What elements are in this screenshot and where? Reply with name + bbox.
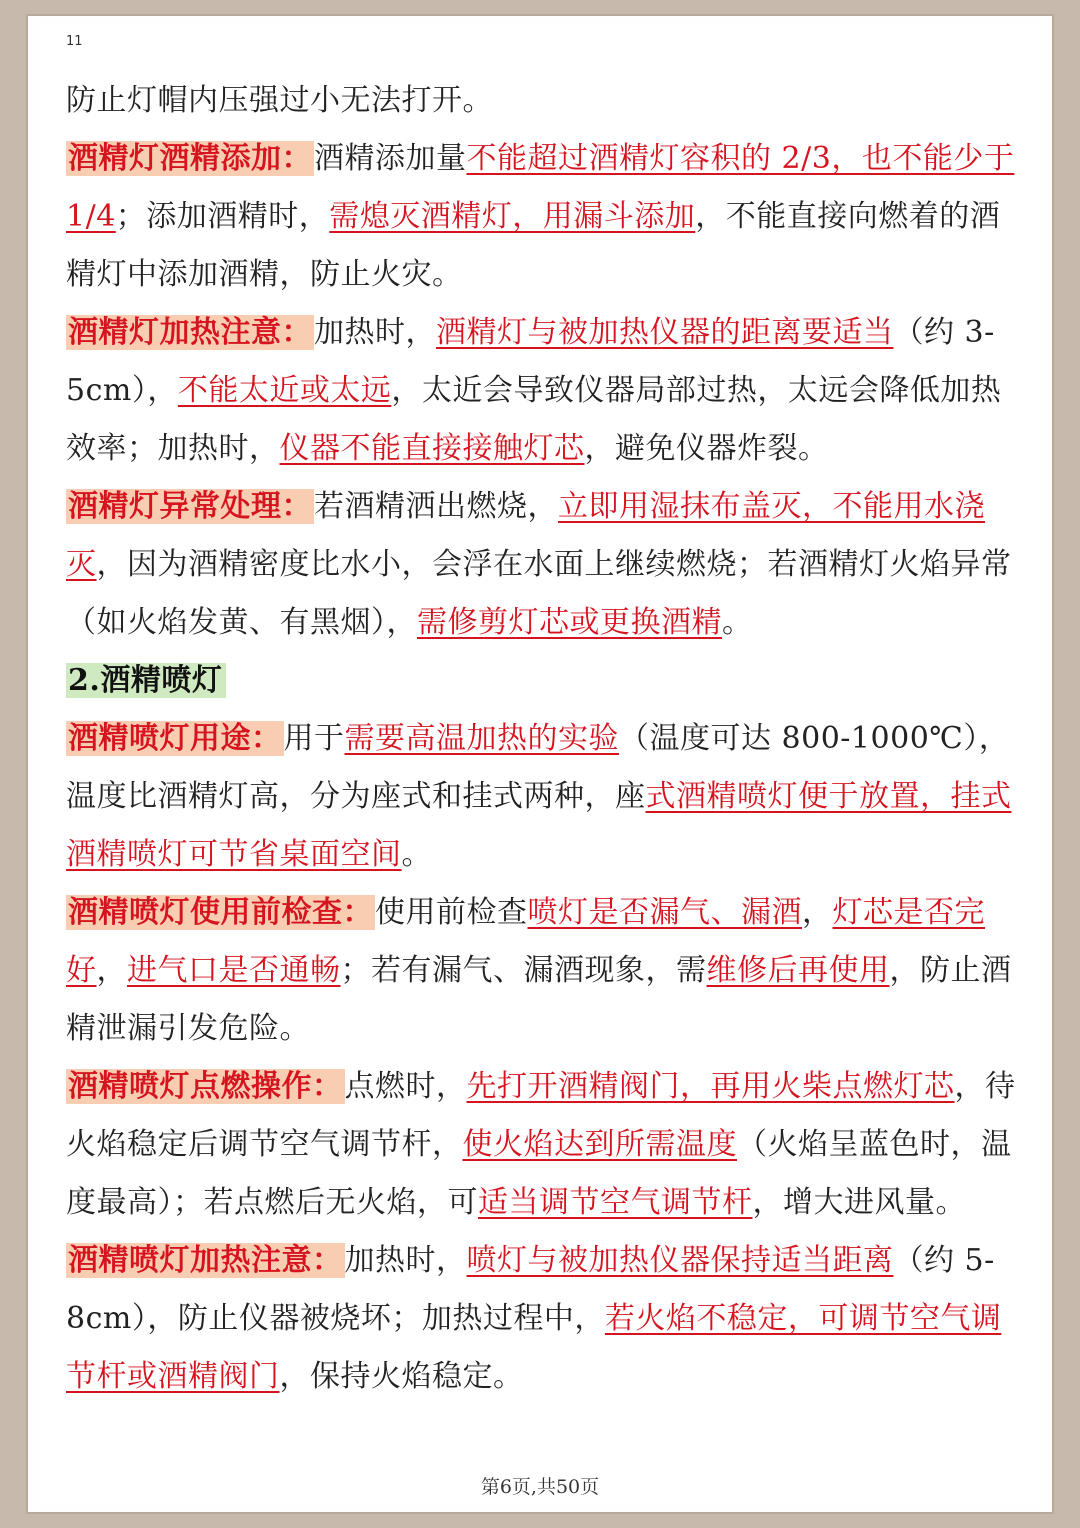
underlined-key-point: 若火焰不稳定，可调节空气调节杆或酒精阀门 xyxy=(66,1301,1002,1394)
page-footer: 第6页,共50页 xyxy=(480,1476,600,1498)
underlined-key-point: 需修剪灯芯或更换酒精 xyxy=(417,605,722,640)
page-number: 11 xyxy=(66,34,83,49)
text: ；添加酒精时， xyxy=(115,199,330,234)
section-heading xyxy=(66,652,1016,710)
text: ；若有漏气、漏酒现象，需 xyxy=(340,953,707,988)
paragraph-alcohol-adding xyxy=(66,130,1016,304)
underlined-key-point: 适当调节空气调节杆 xyxy=(478,1185,753,1220)
text: 加热时， xyxy=(344,1243,467,1278)
text: （约 3-5cm）， xyxy=(66,315,995,408)
underlined-key-point: 灯芯是否完好 xyxy=(66,895,985,988)
text: ，不能直接向燃着的酒精灯中添加酒精，防止火灾。 xyxy=(66,199,1001,292)
text: ，待火焰稳定后调节空气调节杆， xyxy=(66,1069,1016,1162)
text: ， xyxy=(802,895,833,930)
text: 使用前检查 xyxy=(375,895,528,930)
paragraph-lamp-abnormal xyxy=(66,478,1016,652)
text: ，防止酒精泄漏引发危险。 xyxy=(66,953,1012,1046)
paragraph-lid-note xyxy=(66,72,1016,130)
underlined-key-point: 进气口是否通畅 xyxy=(127,953,341,988)
underlined-key-point: 使火焰达到所需温度 xyxy=(462,1127,737,1162)
underlined-key-point: 不能太近或太远 xyxy=(177,373,392,408)
highlight-label: 酒精喷灯用途： xyxy=(68,721,282,756)
paragraph-burner-heating xyxy=(66,1232,1016,1406)
text: 防止灯帽内压强过小无法打开。 xyxy=(66,83,493,118)
text: （约 5-8cm），防止仪器被烧坏；加热过程中， xyxy=(66,1243,995,1336)
text: ，因为酒精密度比水小，会浮在水面上继续燃烧；若酒精灯火焰异常（如火焰发黄、有黑烟）， xyxy=(66,547,1012,640)
underlined-key-point: 需要高温加热的实验 xyxy=(344,721,619,756)
highlight-label: 酒精灯酒精添加： xyxy=(68,141,312,176)
text: ，太近会导致仪器局部过热，太远会降低加热效率；加热时， xyxy=(66,373,1002,466)
highlight-label: 酒精喷灯点燃操作： xyxy=(68,1069,343,1104)
underlined-key-point: 式酒精喷灯便于放置，挂式酒精喷灯可节省桌面空间 xyxy=(66,779,1012,872)
paragraph-burner-check xyxy=(66,884,1016,1058)
document-body xyxy=(66,72,1016,1406)
text: （火焰呈蓝色时，温度最高）；若点燃后无火焰，可 xyxy=(66,1127,1012,1220)
underlined-key-point: 立即用湿抹布盖灭，不能用水浇灭 xyxy=(66,489,985,582)
text: 酒精添加量 xyxy=(314,141,467,176)
text: ，增大进风量。 xyxy=(752,1185,966,1220)
underlined-key-point: 需熄灭酒精灯，用漏斗添加 xyxy=(329,199,696,234)
text: （温度可达 800-1000℃），温度比酒精灯高，分为座式和挂式两种，座 xyxy=(66,721,1010,814)
underlined-key-point: 先打开酒精阀门，再用火柴点燃灯芯 xyxy=(466,1069,955,1104)
highlight-label: 酒精灯异常处理： xyxy=(68,489,312,524)
text: 点燃时， xyxy=(344,1069,467,1104)
text: 若酒精洒出燃烧， xyxy=(314,489,558,524)
paragraph-burner-ignition xyxy=(66,1058,1016,1232)
underlined-key-point: 仪器不能直接接触灯芯 xyxy=(279,431,585,466)
paragraph-lamp-heating xyxy=(66,304,1016,478)
text: ， xyxy=(96,953,127,988)
text: 。 xyxy=(722,605,753,640)
underlined-key-point: 维修后再使用 xyxy=(706,953,890,988)
text: ，保持火焰稳定。 xyxy=(279,1359,524,1394)
underlined-key-point: 酒精灯与被加热仪器的距离要适当 xyxy=(436,315,894,350)
text: 加热时， xyxy=(314,315,436,350)
underlined-key-point: 喷灯与被加热仪器保持适当距离 xyxy=(466,1243,894,1278)
text: ，避免仪器炸裂。 xyxy=(584,431,829,466)
underlined-key-point: 喷灯是否漏气、漏酒 xyxy=(527,895,802,930)
text: 。 xyxy=(401,837,432,872)
highlight-label: 酒精喷灯加热注意： xyxy=(68,1243,343,1278)
underlined-key-point: 不能超过酒精灯容积的 2/3，也不能少于 1/4 xyxy=(66,141,1015,234)
paragraph-burner-usage xyxy=(66,710,1016,884)
highlight-label: 酒精灯加热注意： xyxy=(68,315,312,350)
section-title: 2.酒精喷灯 xyxy=(66,663,226,698)
highlight-label: 酒精喷灯使用前检查： xyxy=(68,895,373,930)
text: 用于 xyxy=(283,721,345,756)
